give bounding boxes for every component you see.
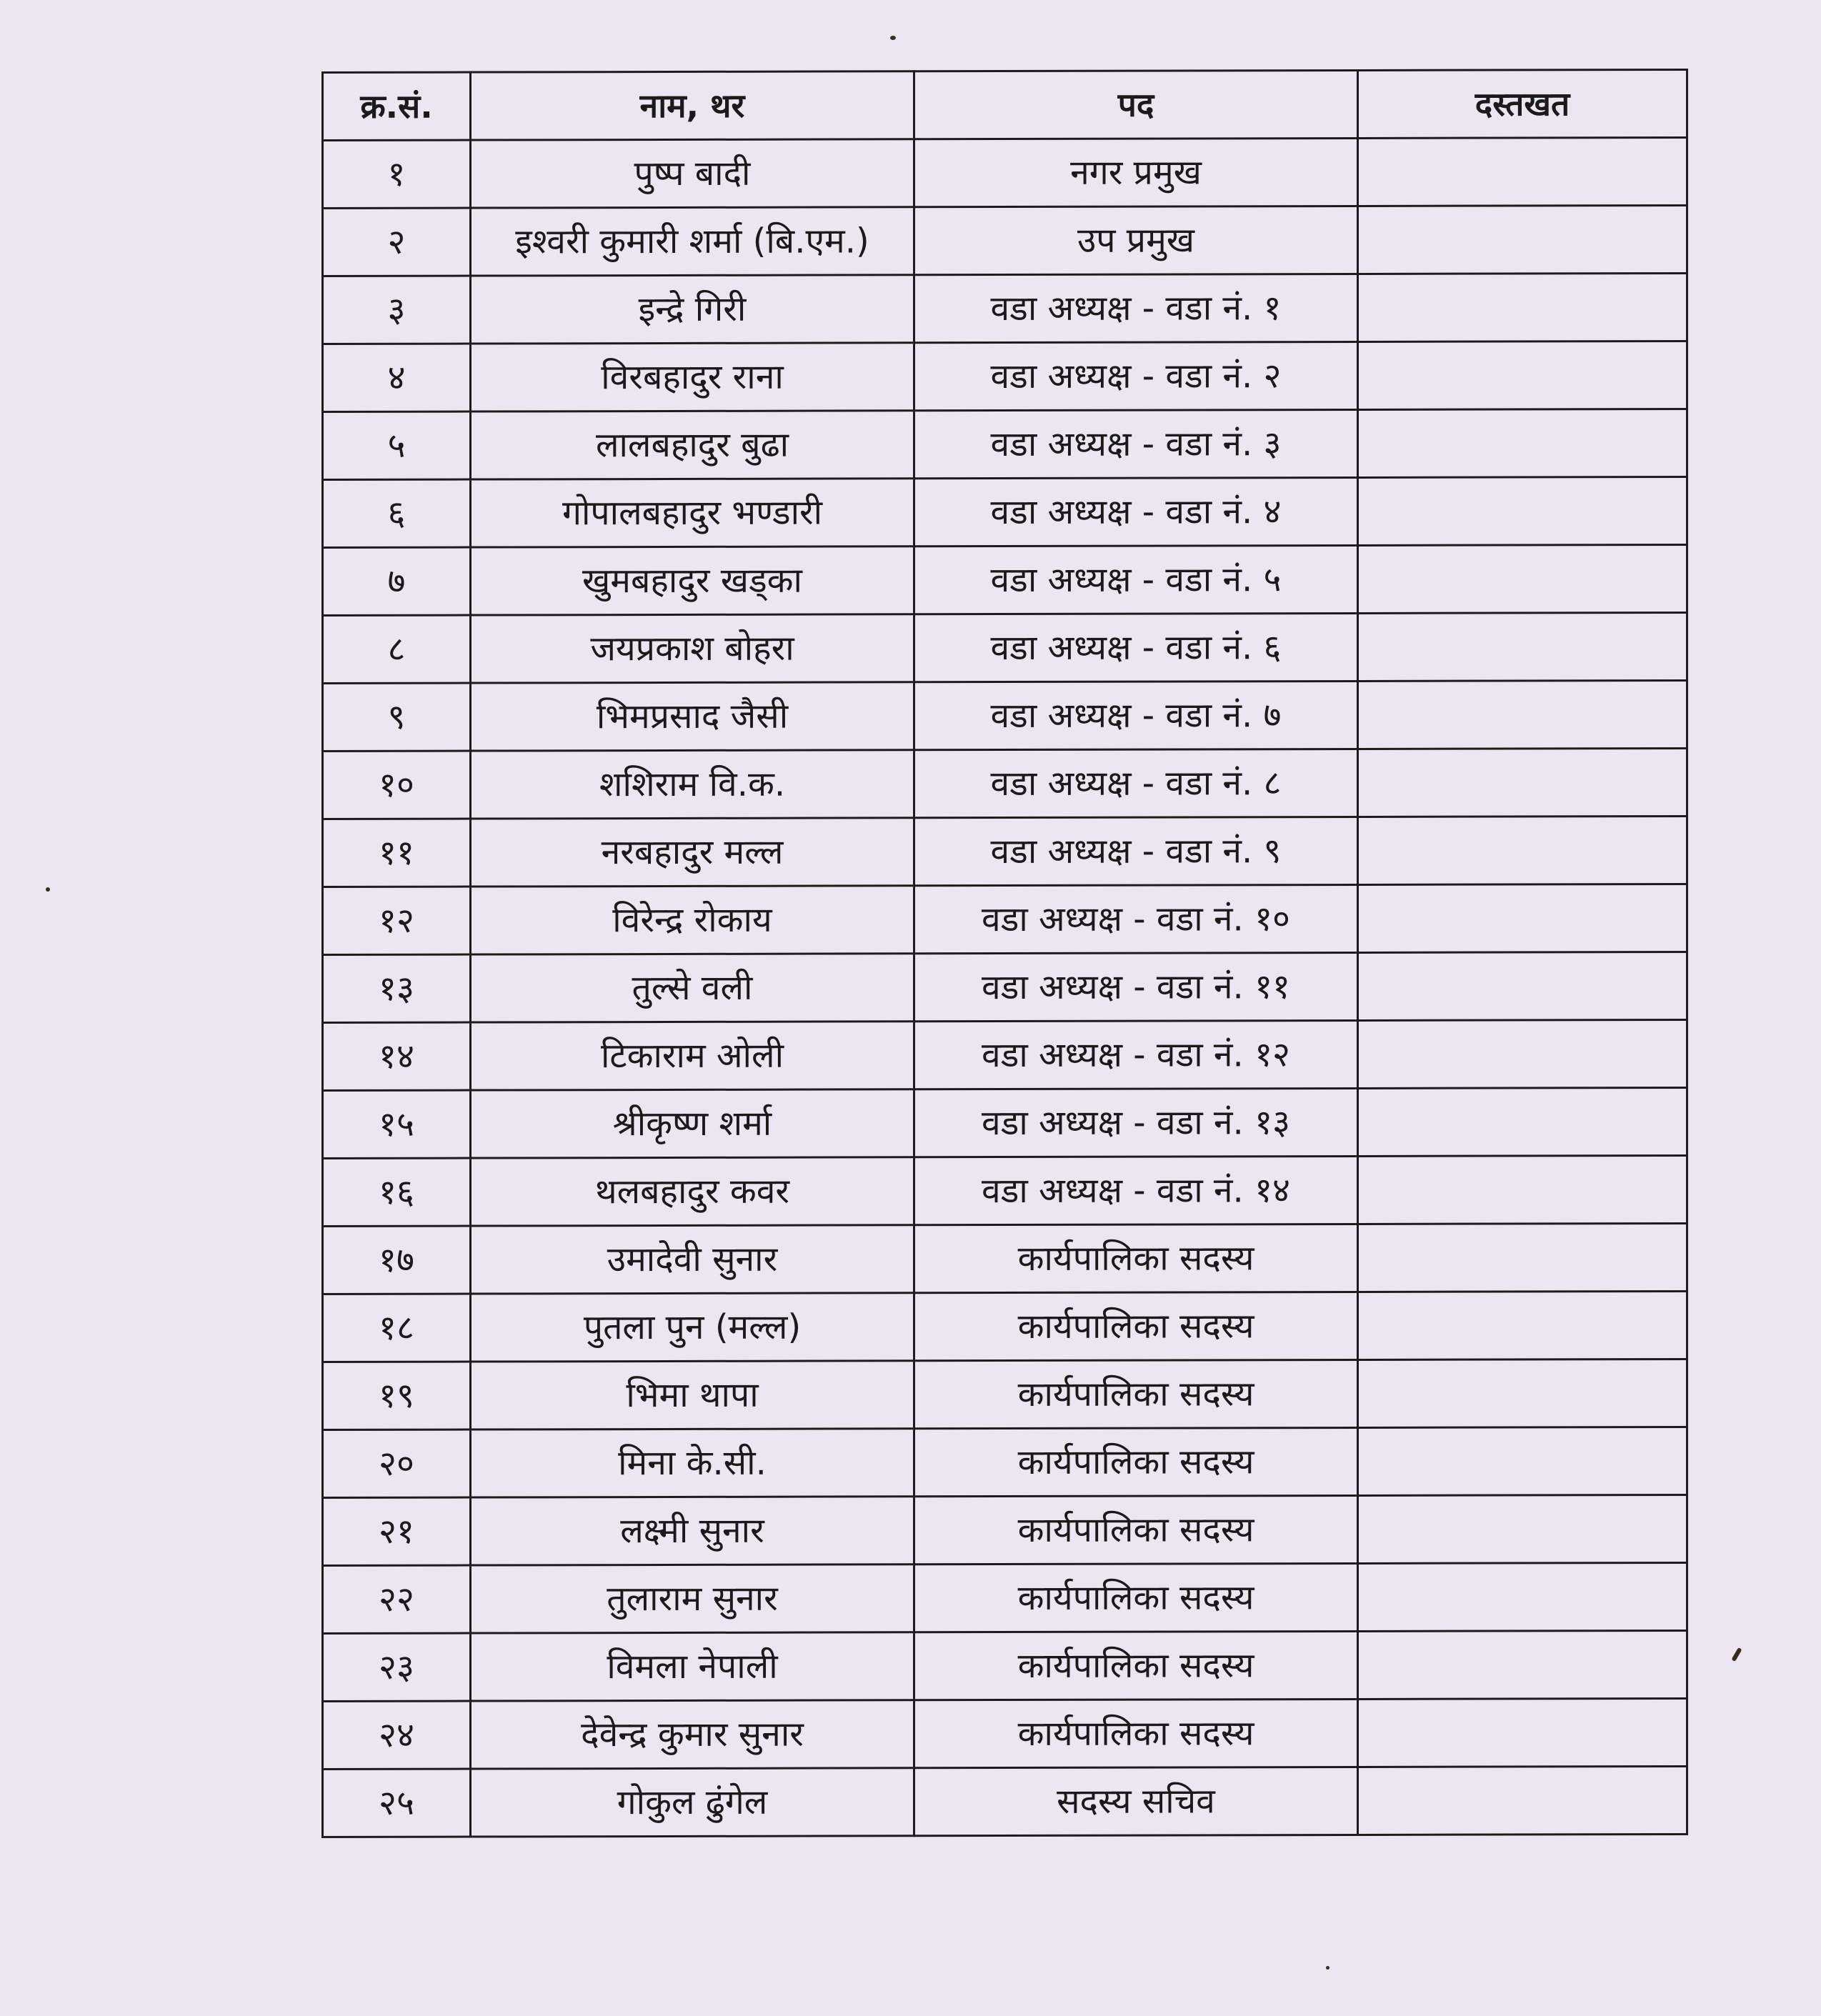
post-cell: वडा अध्यक्ष - वडा नं. ६ <box>914 613 1358 682</box>
scan-speck <box>890 36 896 40</box>
serial-cell: ३ <box>323 276 471 344</box>
post-cell: कार्यपालिका सदस्य <box>914 1495 1358 1564</box>
name-cell: विमला नेपाली <box>471 1632 914 1701</box>
table-row <box>323 1291 1687 1362</box>
name-cell: शशिराम वि.क. <box>471 750 914 819</box>
table-row <box>323 544 1687 615</box>
signature-cell <box>1358 1359 1687 1427</box>
signature-cell <box>1358 1427 1687 1495</box>
name-cell: नरबहादुर मल्ल <box>471 818 914 887</box>
header-serial: क्र.सं. <box>323 72 471 140</box>
serial-cell: २४ <box>323 1701 471 1769</box>
post-cell: वडा अध्यक्ष - वडा नं. ११ <box>914 952 1358 1021</box>
serial-cell: १६ <box>323 1158 471 1226</box>
post-cell: कार्यपालिका सदस्य <box>914 1631 1358 1700</box>
name-cell: पुतला पुन (मल्ल) <box>471 1293 914 1362</box>
table-row <box>323 476 1687 547</box>
name-cell: इन्द्रे गिरी <box>471 275 914 344</box>
name-cell: देवेन्द्र कुमार सुनार <box>471 1700 914 1769</box>
name-cell: मिना के.सी. <box>471 1429 914 1497</box>
post-cell: वडा अध्यक्ष - वडा नं. ८ <box>914 749 1358 817</box>
post-cell: वडा अध्यक्ष - वडा नं. ९ <box>914 817 1358 885</box>
header-signature: दस्तखत <box>1358 69 1687 138</box>
post-cell: कार्यपालिका सदस्य <box>914 1699 1358 1767</box>
post-cell: वडा अध्यक्ष - वडा नं. १० <box>914 884 1358 953</box>
name-cell: लक्ष्मी सुनार <box>471 1497 914 1565</box>
signature-cell <box>1358 409 1687 477</box>
header-post: पद <box>914 70 1358 139</box>
table-row <box>323 1766 1687 1837</box>
signature-cell <box>1358 1494 1687 1563</box>
signature-cell <box>1358 816 1687 884</box>
scan-speck <box>1731 1647 1742 1662</box>
table-row <box>323 816 1687 887</box>
post-cell: वडा अध्यक्ष - वडा नं. ४ <box>914 477 1358 546</box>
signature-cell <box>1358 1087 1687 1156</box>
signature-cell <box>1358 1630 1687 1699</box>
table-row <box>323 137 1687 208</box>
name-cell: तुलाराम सुनार <box>471 1565 914 1633</box>
signature-cell <box>1358 544 1687 613</box>
name-cell: लालबहादुर बुढा <box>471 411 914 479</box>
table-row <box>323 1087 1687 1158</box>
serial-cell: ११ <box>323 819 471 887</box>
post-cell: कार्यपालिका सदस्य <box>914 1224 1358 1292</box>
post-cell: वडा अध्यक्ष - वडा नं. ५ <box>914 545 1358 614</box>
table-row <box>323 1698 1687 1769</box>
signature-cell <box>1358 1291 1687 1359</box>
name-cell: गोकुल ढुंगेल <box>471 1768 914 1837</box>
signature-cell <box>1358 952 1687 1020</box>
post-cell: वडा अध्यक्ष - वडा नं. १३ <box>914 1088 1358 1157</box>
serial-cell: २५ <box>323 1769 471 1837</box>
signature-cell <box>1358 1155 1687 1224</box>
table-row <box>323 680 1687 751</box>
serial-cell: ४ <box>323 344 471 411</box>
serial-cell: १३ <box>323 954 471 1022</box>
signature-cell <box>1358 137 1687 206</box>
scan-speck <box>46 887 50 892</box>
serial-cell: ९ <box>323 683 471 751</box>
serial-cell: २१ <box>323 1497 471 1565</box>
name-cell: विरबहादुर राना <box>471 343 914 411</box>
table-row <box>323 1359 1687 1429</box>
signature-cell <box>1358 1019 1687 1088</box>
table-row <box>323 1562 1687 1633</box>
table-row <box>323 952 1687 1022</box>
name-cell: विरेन्द्र रोकाय <box>471 886 914 954</box>
name-cell: उमादेवी सुनार <box>471 1225 914 1294</box>
serial-cell: २० <box>323 1429 471 1497</box>
name-cell: टिकाराम ओली <box>471 1022 914 1090</box>
signature-cell <box>1358 205 1687 274</box>
serial-cell: ५ <box>323 411 471 479</box>
name-cell: इश्वरी कुमारी शर्मा (बि.एम.) <box>471 207 914 276</box>
signature-cell <box>1358 680 1687 749</box>
serial-cell: २३ <box>323 1633 471 1701</box>
name-cell: खुमबहादुर खड्का <box>471 547 914 615</box>
signature-cell <box>1358 1698 1687 1767</box>
signature-cell <box>1358 273 1687 341</box>
post-cell: वडा अध्यक्ष - वडा नं. १४ <box>914 1156 1358 1224</box>
serial-cell: २२ <box>323 1565 471 1633</box>
serial-cell: १५ <box>323 1090 471 1158</box>
scan-speck <box>1326 1966 1329 1970</box>
name-cell: थलबहादुर कवर <box>471 1157 914 1226</box>
table-row <box>323 341 1687 411</box>
post-cell: सदस्य सचिव <box>914 1767 1358 1835</box>
name-cell: जयप्रकाश बोहरा <box>471 614 914 683</box>
serial-cell: १४ <box>323 1022 471 1090</box>
serial-cell: १९ <box>323 1362 471 1429</box>
name-cell: श्रीकृष्ण शर्मा <box>471 1089 914 1158</box>
serial-cell: १७ <box>323 1226 471 1294</box>
post-cell: वडा अध्यक्ष - वडा नं. १२ <box>914 1020 1358 1089</box>
signature-table <box>321 69 1688 1838</box>
table-row <box>323 884 1687 954</box>
post-cell: वडा अध्यक्ष - वडा नं. ३ <box>914 409 1358 478</box>
serial-cell: ८ <box>323 615 471 683</box>
post-cell: उप प्रमुख <box>914 206 1358 274</box>
post-cell: कार्यपालिका सदस्य <box>914 1563 1358 1632</box>
signature-cell <box>1358 1766 1687 1835</box>
post-cell: नगर प्रमुख <box>914 138 1358 206</box>
serial-cell: १२ <box>323 887 471 954</box>
table-header <box>323 69 1687 140</box>
name-cell: पुष्प बादी <box>471 139 914 208</box>
post-cell: कार्यपालिका सदस्य <box>914 1427 1358 1496</box>
name-cell: भिमा थापा <box>471 1361 914 1429</box>
post-cell: वडा अध्यक्ष - वडा नं. २ <box>914 341 1358 410</box>
serial-cell: १० <box>323 751 471 819</box>
table-row <box>323 1223 1687 1294</box>
table-body <box>323 137 1687 1837</box>
serial-cell: १८ <box>323 1294 471 1362</box>
post-cell: वडा अध्यक्ष - वडा नं. ७ <box>914 681 1358 749</box>
signature-cell <box>1358 1223 1687 1292</box>
table-row <box>323 273 1687 344</box>
table-row <box>323 1019 1687 1090</box>
header-name: नाम, थर <box>471 71 914 140</box>
signature-cell <box>1358 884 1687 952</box>
table-row <box>323 409 1687 479</box>
signature-cell <box>1358 476 1687 545</box>
signature-cell <box>1358 1562 1687 1631</box>
serial-cell: २ <box>323 208 471 276</box>
table-row <box>323 205 1687 276</box>
serial-cell: १ <box>323 140 471 208</box>
post-cell: कार्यपालिका सदस्य <box>914 1292 1358 1360</box>
name-cell: भिमप्रसाद जैसी <box>471 682 914 751</box>
serial-cell: ६ <box>323 479 471 547</box>
name-cell: गोपालबहादुर भण्डारी <box>471 479 914 547</box>
header-row <box>323 69 1687 140</box>
post-cell: कार्यपालिका सदस्य <box>914 1359 1358 1428</box>
signature-cell <box>1358 748 1687 817</box>
serial-cell: ७ <box>323 547 471 615</box>
table-row <box>323 1630 1687 1701</box>
table-row <box>323 1155 1687 1226</box>
table-row <box>323 748 1687 819</box>
table-row <box>323 1494 1687 1565</box>
signature-cell <box>1358 341 1687 409</box>
table-row <box>323 612 1687 683</box>
table-row <box>323 1427 1687 1497</box>
name-cell: तुल्से वली <box>471 954 914 1022</box>
post-cell: वडा अध्यक्ष - वडा नं. १ <box>914 274 1358 342</box>
signature-cell <box>1358 612 1687 681</box>
